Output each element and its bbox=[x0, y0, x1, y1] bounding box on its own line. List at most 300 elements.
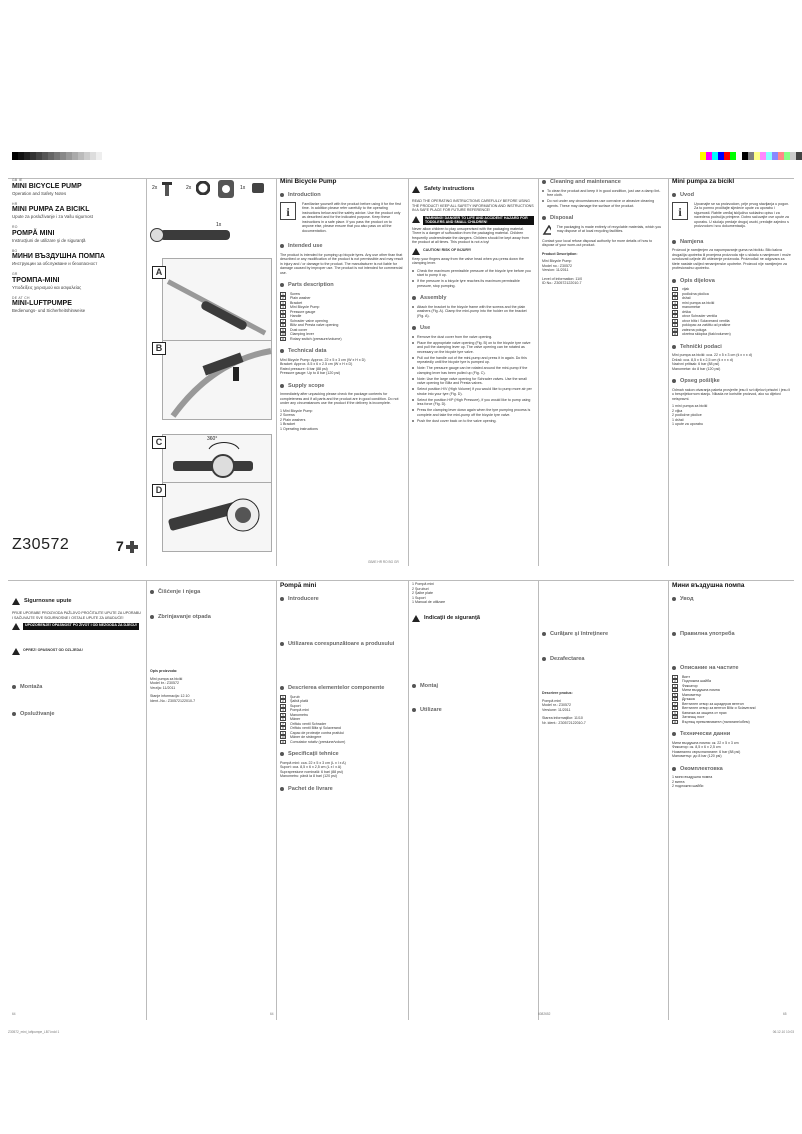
part-number: 10 bbox=[673, 715, 677, 719]
list-item: Pull out the handle out of the mini-pump and press it in again. Do this repeatedly until the bicycle tyre is pumped up. bbox=[412, 356, 534, 365]
list-item: Mini Bicycle Pump bbox=[542, 259, 572, 263]
part-label: Schrader valve opening bbox=[290, 318, 328, 323]
count-label: 1x bbox=[216, 222, 222, 228]
screw-icon bbox=[160, 182, 174, 196]
print-date: 06.12.10 10:03 bbox=[772, 1030, 794, 1034]
part-number: 10 bbox=[673, 327, 677, 332]
section-heading: Tehnički podaci bbox=[672, 345, 792, 350]
section-heading: Uvod bbox=[672, 193, 792, 198]
part-label: Orificiu ventil Schrader bbox=[290, 721, 327, 726]
part-label: Mâner de strângere bbox=[290, 735, 322, 739]
washer-icon bbox=[196, 181, 210, 195]
part-label: Манометър bbox=[682, 692, 702, 697]
part-number: 7 bbox=[280, 722, 286, 726]
cover-entry bbox=[12, 272, 142, 290]
part-number: 1 bbox=[672, 675, 678, 679]
fold-line bbox=[408, 178, 409, 566]
color-calibration-bar bbox=[700, 152, 802, 160]
list-item: Model nr.: Z30572 bbox=[542, 703, 571, 707]
list-item: To clean the product and keep it in good condition, just use a damp lint-free cloth. bbox=[542, 189, 664, 198]
part-number: 5 bbox=[672, 693, 678, 697]
list-item: 2 podložne pločice bbox=[672, 413, 702, 417]
part-label: mini pumpa za bicikl bbox=[682, 300, 715, 305]
fold-line bbox=[276, 178, 277, 566]
part-number: 10 bbox=[281, 332, 285, 336]
scope-text: Immediately after unpacking please check the package contents for completeness and if all parts and the product are in good condition. Do not under any circumstances use the product if the delivery is incomplete. bbox=[280, 392, 399, 405]
warning-icon bbox=[12, 598, 20, 605]
cover-title-list bbox=[12, 178, 142, 313]
page-number-right: 65 bbox=[783, 1012, 787, 1016]
part-label: okretna sklopka (tlak/volumen) bbox=[682, 332, 731, 336]
part-number: 1 bbox=[280, 695, 286, 699]
warning-icon bbox=[412, 615, 420, 622]
cover-subtitle: Bedienungs- und Sicherheitshinweise bbox=[12, 308, 86, 313]
list-item: Remove the dust cover from the valve opening. bbox=[412, 335, 534, 340]
section-heading: Introduction bbox=[280, 193, 404, 198]
list-item: 2 винта bbox=[672, 779, 685, 784]
use-text: Proizvod je namijenjen za napumpavanje guma na biciklu. Bilo kakva drugačija upotreba ili promjena proizvoda nije u skladu s namjenom i može uzrokovati ozljede i/ili oštećenje proizvoda. Proizvođač ne odgovara za štete nastale uslijed nenamjenske upotrebe. Proizvod nije namijenjen za profesionalnu upotrebu. bbox=[672, 248, 791, 270]
part-label: Mâner bbox=[290, 717, 301, 721]
figure-b-label: B bbox=[152, 342, 166, 355]
list-item: 2 Screws bbox=[280, 413, 295, 417]
figure-a-panel bbox=[162, 258, 272, 348]
recycle-note bbox=[542, 225, 664, 239]
hr-column bbox=[672, 178, 792, 427]
part-number: 4 bbox=[280, 305, 286, 309]
color-swatch bbox=[796, 152, 802, 160]
caution-text: Keep your fingers away from the valve head when you press down the clamping lever. bbox=[412, 256, 524, 265]
section-heading: Технически данни bbox=[672, 732, 792, 737]
ro-column-safety bbox=[412, 582, 534, 717]
list-item: 1 Suport bbox=[412, 595, 426, 600]
part-number: 1 bbox=[280, 292, 286, 296]
page-number-mid: 64 bbox=[270, 1012, 274, 1016]
part-number: 10 bbox=[281, 735, 285, 739]
top-sheet bbox=[8, 178, 794, 566]
list-item: Check the maximum permissible pressure of the bicycle tyre before you start to pump it up. bbox=[412, 269, 534, 278]
list-item: Stanje informacija: 12.10 bbox=[150, 694, 190, 698]
part-label: Винт bbox=[682, 674, 691, 679]
section-heading: Parts description bbox=[280, 283, 404, 288]
section-heading: Specificaţii tehnice bbox=[280, 752, 404, 757]
list-item: 2 подложни шайби bbox=[672, 784, 704, 788]
language-flags: GB IE bbox=[12, 178, 23, 182]
list-item: Model br.: Z30572 bbox=[150, 681, 179, 685]
list-item: Držač: cca. 8,5 x 6 x 2,5 cm (š x v x d) bbox=[672, 357, 733, 362]
fold-line bbox=[146, 580, 147, 1020]
ro-column-cleaning bbox=[542, 582, 664, 725]
section-heading: Intended use bbox=[280, 244, 404, 249]
language-flags: DE AT CH bbox=[12, 295, 30, 300]
part-number: 8 bbox=[280, 726, 286, 730]
part-number: 9 bbox=[280, 328, 286, 332]
list-item: Pressure gauge: Up to 8 bar (120 psi) bbox=[280, 371, 341, 375]
gb-column-intro bbox=[280, 178, 404, 431]
part-label: Затягащ лост bbox=[682, 715, 705, 719]
section-heading: Описание на частите bbox=[672, 666, 792, 671]
count-label: 2x bbox=[152, 185, 158, 191]
count-label: 1x bbox=[240, 185, 246, 191]
part-number: 6 bbox=[280, 314, 286, 318]
part-number: 9 bbox=[672, 711, 678, 715]
cover-entry bbox=[12, 202, 142, 220]
warning-icon bbox=[412, 216, 420, 223]
part-number: 3 bbox=[280, 704, 286, 708]
info-note bbox=[280, 202, 404, 237]
part-number: 3 bbox=[672, 296, 678, 300]
list-item: 2 vijka bbox=[672, 408, 683, 413]
language-strip: GB/IE HR RO BG GR bbox=[368, 560, 399, 564]
list-item: Mini pumpa za bicikl bbox=[150, 676, 183, 681]
count-label: 2x bbox=[186, 185, 192, 191]
gray-swatch bbox=[102, 152, 108, 160]
list-item: Rated pressure: 6 bar (88 psi) bbox=[280, 366, 328, 371]
part-label: otvor blitz i Sclaverand ventila bbox=[682, 318, 730, 323]
part-number: 7 bbox=[672, 314, 678, 318]
part-number: 1 bbox=[672, 287, 678, 291]
section-heading: Indicaţii de siguranţă bbox=[412, 613, 534, 624]
part-label: Şurub bbox=[290, 694, 300, 699]
section-heading: Descrierea elementelor componente bbox=[280, 686, 404, 691]
product-description-heading: Descriere produs: bbox=[542, 691, 573, 695]
hr-safety-column bbox=[12, 588, 142, 720]
part-label: Въртящ превключвател (налягане/обем) bbox=[682, 719, 750, 724]
cover-title: MINI-LUFTPUMPE bbox=[12, 300, 72, 307]
list-item: Manometru: până la 8 bari (120 psi) bbox=[280, 774, 337, 778]
cover-entry bbox=[12, 225, 142, 243]
cover-entry bbox=[12, 178, 142, 196]
part-label: Blitz and Presta valve opening bbox=[290, 323, 339, 327]
list-item: 1 mini pumpa za bicikl bbox=[672, 404, 708, 408]
list-item: Model no.: Z30572 bbox=[542, 263, 572, 268]
section-heading: Utilizarea corespunzătoare a produsului bbox=[280, 642, 404, 647]
fold-line bbox=[408, 580, 409, 1020]
part-number: 8 bbox=[280, 323, 286, 327]
product-description bbox=[542, 259, 664, 273]
product-description bbox=[542, 699, 664, 713]
part-label: Capac de protecţie contra prafului bbox=[290, 730, 344, 735]
section-heading: Use bbox=[412, 326, 534, 331]
use-text: The product is intended for pumping up bicycle tyres. Any use other than that described or any modification of the product is not permissible and may result in injury and / or damage to the product. The manufacturer is not liable for damage caused by improper use. The product is not intended for commercial use. bbox=[280, 252, 404, 275]
scope-text: Odmah nakon otvaranja paketa provjerite jesu li svi dijelovi prisutni i jesu li u besprijekornom stanju. Nikada ne koristite proizvod, ako su dijelovi neispravni. bbox=[672, 387, 791, 401]
list-item: Mini pumpa za bicikl: cca. 22 x 5 x 3 cm (š x v x d) bbox=[672, 353, 752, 357]
list-item: 1 Pompă mini bbox=[412, 582, 434, 586]
caution-block: CAUTION! RISK OF INJURY! bbox=[412, 248, 534, 255]
pressure-gauge-icon bbox=[150, 228, 164, 242]
list-item: Nr. ident.: Z30572122010-7 bbox=[542, 720, 586, 725]
product-description-heading: Product Description: bbox=[542, 251, 578, 256]
part-number: 2 bbox=[672, 292, 678, 296]
fold-line bbox=[146, 178, 147, 566]
list-item bbox=[280, 337, 404, 342]
part-number: 3 bbox=[280, 301, 286, 305]
section-heading: Namjena bbox=[672, 240, 792, 245]
part-number: 6 bbox=[672, 697, 678, 701]
part-number: 8 bbox=[672, 319, 678, 323]
part-number: 9 bbox=[672, 323, 678, 327]
parts-list bbox=[280, 695, 404, 745]
list-item: Bracket: Approx. 8.5 x 6 x 2.5 cm (W x H x D) bbox=[280, 362, 353, 366]
part-label: Orificiu ventil Blitz şi Sclaverand bbox=[290, 726, 341, 730]
angle-label: 360° bbox=[207, 436, 218, 442]
info-level bbox=[150, 694, 272, 703]
list-item: Version: 11/2011 bbox=[542, 268, 569, 272]
bracket-clamp-icon bbox=[250, 180, 266, 196]
part-label: poklopac za zaštitu od prašine bbox=[682, 323, 731, 327]
use-steps bbox=[412, 335, 534, 424]
part-label: manometar bbox=[682, 305, 701, 309]
cover-subtitle: Инструкции за обслужване и безопасност bbox=[12, 261, 98, 266]
figure-b-panel bbox=[162, 340, 272, 420]
list-item: 1 Operating instructions bbox=[280, 426, 318, 431]
figure-d-label: D bbox=[152, 484, 166, 497]
part-number: 2 bbox=[672, 679, 678, 683]
list-item: If the pressure in a bicycle tyre reaches its maximum permissible pressure, stop pumping. bbox=[412, 279, 534, 288]
section-heading: Dezafectarea bbox=[542, 657, 664, 662]
language-flags: BG bbox=[12, 248, 18, 253]
part-label: podložna pločica bbox=[682, 291, 709, 296]
part-label: Bracket bbox=[290, 300, 303, 305]
part-label: Şaibă plată bbox=[290, 699, 308, 703]
section-heading: Montaža bbox=[12, 685, 142, 690]
bg-column bbox=[672, 582, 792, 789]
part-label: Вентилен отвор за шрадеров вентил bbox=[682, 701, 744, 706]
part-label: Фиксатор bbox=[682, 683, 698, 688]
part-label: Dust cover bbox=[290, 327, 308, 332]
cover-entry bbox=[12, 296, 142, 314]
warning-block: WARNING! DANGER TO LIFE AND ACCIDENT HAZARD FOR TODDLERS AND SMALL CHILDREN! bbox=[412, 216, 534, 225]
part-label: Comutator rotativ (presiune/volum) bbox=[290, 739, 346, 744]
list-item: 2 Şaibe plate bbox=[412, 591, 433, 595]
list-item: Номинално свръхналягане: 6 bar (88 psi) bbox=[672, 749, 741, 754]
fold-line bbox=[276, 580, 277, 1020]
recycle-icon bbox=[542, 225, 551, 239]
section-heading: Montaj bbox=[412, 684, 534, 689]
section-heading: Supply scope bbox=[280, 384, 404, 389]
part-number: 11 bbox=[281, 336, 285, 341]
section-heading: Safety instructions bbox=[412, 184, 534, 195]
section-heading: Assembly bbox=[412, 296, 534, 301]
parts-list bbox=[280, 292, 404, 342]
bottom-sheet bbox=[8, 580, 794, 1020]
cover-title: МИНИ ВЪЗДУШНА ПОМПА bbox=[12, 253, 105, 260]
section-heading: Zbrinjavanje otpada bbox=[150, 615, 272, 620]
tech-list bbox=[280, 761, 404, 779]
tech-list bbox=[672, 353, 792, 371]
intro-text: Familiarize yourself with the product before using it for the first time. In addition please refer carefully to the operating instructions below and the safety advice. Use the product only as described and for the indicated purpose. Keep these instructions in a safe place. If you pass the product on to anyone else, please ensure that you also pass on all the documentation. bbox=[302, 201, 401, 233]
section-heading: Pachet de livrare bbox=[280, 787, 404, 792]
figures-column bbox=[150, 178, 272, 566]
list-item: Nazivni pritisak: 6 bar (88 psi) bbox=[672, 362, 720, 366]
print-slug bbox=[8, 1030, 794, 1034]
part-number: 4 bbox=[280, 708, 286, 712]
part-number: 5 bbox=[280, 713, 286, 717]
cover-subtitle: Operation and Safety Notes bbox=[12, 190, 67, 196]
list-item bbox=[672, 332, 792, 337]
section-heading: Curăţare şi întreţinere bbox=[542, 632, 664, 637]
list-item: Фиксатор: ок. 8,5 x 6 x 2,5 cm bbox=[672, 745, 721, 749]
list-item: 1 držač bbox=[672, 417, 684, 422]
list-item bbox=[672, 720, 792, 725]
list-item: Manometar: do 8 bar (120 psi) bbox=[672, 366, 721, 371]
cover-subtitle: Υποδείξεις χειρισμού και ασφαλείας bbox=[12, 284, 82, 290]
intro-text: Upoznajte se sa proizvodom, prije prvog stavljanja u pogon. Za to pomno pročitajte sljedeće upute za uporabu i sigurnosti. Rabite uređaj isključivo sukladno opisu i za navedena područja primjene. Dobro sačuvajte ove upute za uporabu. U slučaju predaje drugoj osobi, predajte zajedno s proizvodom i svu dokumentaciju. bbox=[694, 201, 790, 228]
figure-a-label: A bbox=[152, 266, 166, 279]
list-item: Note: The pressure gauge can be rotated around the mini-pump if the clamping lever has been pulled up (Fig. C). bbox=[412, 366, 534, 375]
part-number: 2 bbox=[280, 699, 286, 703]
part-label: Мини въздушна помпа bbox=[682, 688, 720, 692]
part-label: Mini Bicycle Pump bbox=[290, 305, 320, 309]
list-item: Mini Bicycle Pump: Approx. 22 x 5 x 3 cm (W x H x D) bbox=[280, 357, 366, 362]
list-item: Pompă mini: cca. 22 x 5 x 3 cm (L x l x A) bbox=[280, 760, 346, 765]
part-label: Suport bbox=[290, 703, 301, 708]
disposal-text: The packaging is made entirely of recyclable materials, which you may dispose of at local recycling facilities. bbox=[556, 224, 662, 233]
cover-title: MINI PUMPA ZA BICIKL bbox=[12, 206, 90, 213]
disposal-text-2: Contact your local refuse disposal authority for more details of how to dispose of your worn-out product. bbox=[542, 238, 653, 247]
part-number: 11 bbox=[673, 719, 677, 724]
scope-list bbox=[672, 775, 792, 789]
part-number: 5 bbox=[280, 310, 286, 314]
list-item: 2 Şuruburi bbox=[412, 586, 429, 591]
part-label: vijak bbox=[682, 287, 690, 291]
rotary-switch-icon bbox=[163, 483, 273, 553]
scope-list bbox=[280, 409, 404, 432]
cover-subtitle: Upute za posluživanje i za Vašu sigurnost bbox=[12, 214, 93, 219]
cover-entry bbox=[12, 249, 142, 267]
list-item: Attach the bracket to the bicycle frame with the screws and the plain washers (Fig. A). Clamp the mini-pump into the holder on the bracket (Fig. A). bbox=[412, 305, 534, 319]
tech-list bbox=[280, 358, 404, 376]
part-label: držač bbox=[682, 296, 691, 300]
warning-icon bbox=[12, 648, 20, 655]
info-icon: i bbox=[672, 202, 688, 220]
part-number: 2 bbox=[280, 296, 286, 300]
list-item: Versiune: 11/2011 bbox=[542, 707, 571, 712]
part-number: 7 bbox=[280, 319, 286, 323]
part-number: 6 bbox=[280, 717, 286, 721]
part-label: Pompă mini bbox=[290, 708, 309, 712]
section-heading: Introducere bbox=[280, 597, 404, 602]
list-item: Select the position H/P (High Pressure), if you would like to pump using less force (Fig. D). bbox=[412, 398, 534, 407]
language-flags: HR bbox=[12, 201, 18, 206]
info-level bbox=[542, 716, 664, 725]
page-number-left: 64 bbox=[12, 1012, 16, 1016]
page-number: 7 bbox=[116, 538, 138, 554]
list-item: ID No.: Z30572122010-7 bbox=[542, 281, 582, 285]
cover-title: ΤΡΟΜΠΑ-ΜΙΝΙ bbox=[12, 276, 60, 284]
list-item: Ident.-No.: Z30572122010-7 bbox=[150, 698, 196, 703]
pump-mounted-icon bbox=[200, 300, 248, 331]
part-number: 11 bbox=[281, 739, 285, 744]
list-item: Select position H/V (High Volume) if you would like to pump more air per stroke into your tyre (Fig. D). bbox=[412, 387, 534, 396]
list-item: Note: Use the large valve opening for Schrader valves. Use the small valve opening for Blitz and Presta valves. bbox=[412, 377, 534, 386]
model-number: Z30572 bbox=[12, 536, 70, 553]
figure-d-panel bbox=[162, 482, 272, 552]
list-item: Level of information: 11/0 bbox=[542, 276, 583, 281]
section-heading: Čišćenje i njega bbox=[150, 590, 272, 595]
cover-subtitle: Instrucţiuni de utilizare şi de siguranţă bbox=[12, 237, 86, 243]
part-label: Подложна шайба bbox=[682, 679, 711, 683]
list-item: Мини въздушна помпа: ок. 22 x 5 x 3 cm bbox=[672, 740, 739, 745]
part-number: 3 bbox=[672, 684, 678, 688]
product-description bbox=[150, 677, 272, 691]
part-label: zatezna poluga bbox=[682, 327, 707, 332]
part-number: 7 bbox=[672, 702, 678, 706]
list-item: Suport: cca. 8,5 x 6 x 2,5 cm (L x l x A) bbox=[280, 765, 342, 769]
language-flags: RO bbox=[12, 225, 18, 229]
product-description-heading: Opis proizvoda: bbox=[150, 669, 178, 673]
list-item: Манометър: до 8 bar (120 psi) bbox=[672, 754, 722, 758]
section-heading: Utilizare bbox=[412, 708, 534, 713]
gb-column-safety bbox=[412, 178, 534, 425]
part-label: Manometru bbox=[290, 712, 309, 717]
part-number: 8 bbox=[672, 706, 678, 710]
parts-list bbox=[672, 287, 792, 337]
part-number: 4 bbox=[672, 688, 678, 692]
scope-list bbox=[412, 582, 534, 605]
section-heading: Opis dijelova bbox=[672, 279, 792, 284]
part-label: Plain washer bbox=[290, 296, 311, 300]
ro-column-intro bbox=[280, 582, 404, 795]
section-heading: Cleaning and maintenance bbox=[542, 180, 664, 185]
section-heading: Правилна употреба bbox=[672, 632, 792, 637]
part-number: 5 bbox=[672, 305, 678, 309]
list-item: 1 Bracket bbox=[280, 422, 296, 426]
list-item: Verzija: 11/2011 bbox=[150, 685, 176, 690]
list-item: Starea informaţiilor: 11/10 bbox=[542, 716, 583, 720]
cover-column bbox=[12, 178, 142, 319]
part-label: otvor Schrader ventila bbox=[682, 314, 717, 318]
fold-line bbox=[668, 580, 669, 1020]
section-heading: Opseg pošiljke bbox=[672, 379, 792, 384]
warning-icon bbox=[412, 248, 420, 255]
part-label: Дръжка bbox=[682, 697, 695, 701]
warning-icon bbox=[12, 623, 20, 630]
list-item: 2 Plain washers bbox=[280, 417, 306, 422]
crop-line bbox=[8, 580, 794, 581]
hr-cleaning-column bbox=[150, 582, 272, 703]
part-label: Handle bbox=[290, 314, 302, 318]
warning-block: UPOZORENJE! OPASNOST PO ŽIVOT I OD NEZGODA ZA DJECU! bbox=[12, 623, 142, 630]
section-title: Mini pumpa za bicikl bbox=[672, 178, 735, 185]
safety-lead: READ THE OPERATING INSTRUCTIONS CAREFULLY BEFORE USING THE PRODUCT! KEEP ALL SAFETY INFORMATION AND INSTRUCTIONS IN A SAFE PLACE FOR FUTURE REFERENCE! bbox=[412, 199, 534, 212]
barcode-number: 6082652 bbox=[538, 1012, 551, 1016]
info-icon: i bbox=[280, 202, 296, 220]
section-heading: Technical data bbox=[280, 349, 404, 354]
part-number: 9 bbox=[280, 731, 286, 735]
part-number: 4 bbox=[672, 301, 678, 305]
section-heading: Sigurnosne upute bbox=[12, 596, 142, 607]
list-item: Do not under any circumstances use corrosive or abrasive cleaning agents. These may damage the surface of the product. bbox=[542, 199, 664, 208]
bracket-icon bbox=[216, 178, 236, 200]
section-title: Mini Bicycle Pump bbox=[280, 178, 337, 185]
list-item: 1 мини въздушна помпа bbox=[672, 775, 713, 779]
list-item: Pompă mini bbox=[542, 698, 561, 703]
section-heading: Opsluživanje bbox=[12, 712, 142, 717]
list-item: Press the clamping lever down again when the tyre pumping process is complete and take the mini-pump off the bicycle tyre valve. bbox=[412, 408, 534, 417]
section-heading: Увод bbox=[672, 597, 792, 602]
info-note bbox=[672, 202, 792, 232]
section-heading: Disposal bbox=[542, 216, 664, 221]
part-number: 6 bbox=[672, 310, 678, 314]
warning-icon bbox=[412, 186, 420, 193]
plus-icon bbox=[126, 541, 138, 553]
list-item: 1 upute za uporabu bbox=[672, 422, 703, 426]
section-heading: Окомплектовка bbox=[672, 767, 792, 772]
grayscale-calibration-bar bbox=[12, 152, 108, 160]
gb-column-cleaning bbox=[542, 178, 664, 286]
part-label: Rotary switch (pressure/volume) bbox=[290, 336, 342, 341]
file-name: Z30572_mini_luftpumpe_LB7.indd 1 bbox=[8, 1030, 60, 1034]
